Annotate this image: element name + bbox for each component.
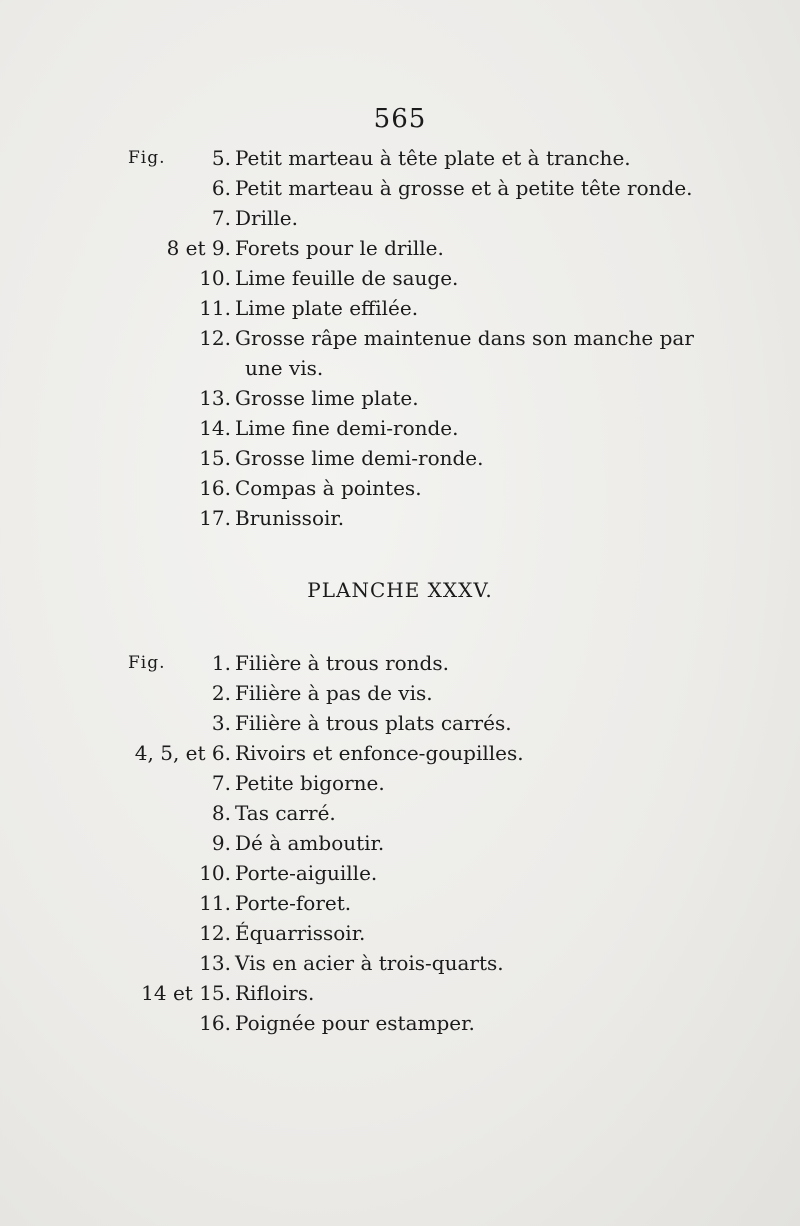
figure-number: 16.	[199, 1011, 231, 1035]
figure-number: 7.	[211, 771, 231, 795]
figure-number: 17.	[199, 506, 231, 530]
figure-number: 8 et 9.	[166, 236, 231, 260]
figure-entry	[0, 323, 800, 353]
figure-description: une vis.	[245, 356, 324, 380]
figure-entry	[0, 233, 800, 263]
figure-number: 4, 5, et 6.	[134, 741, 231, 765]
figure-entry	[0, 708, 800, 738]
figure-number: 14 et 15.	[141, 981, 231, 1005]
figure-number: 13.	[199, 386, 231, 410]
fig-label: Fig.	[128, 148, 166, 168]
figure-description: Grosse râpe maintenue dans son manche par	[235, 326, 694, 350]
figure-entry	[0, 473, 800, 503]
figure-description: Brunissoir.	[235, 506, 345, 530]
figure-description: Petite bigorne.	[235, 771, 385, 795]
figure-entry	[0, 263, 800, 293]
figure-entry	[0, 828, 800, 858]
figure-number: 1.	[211, 651, 231, 675]
figure-number: 9.	[211, 831, 231, 855]
figure-number: 8.	[211, 801, 231, 825]
figure-number: 14.	[199, 416, 231, 440]
figure-entry	[0, 978, 800, 1008]
figure-number: 12.	[199, 326, 231, 350]
figure-number: 10.	[199, 861, 231, 885]
figure-description: Équarrissoir.	[235, 921, 366, 945]
figure-entry	[0, 293, 800, 323]
figure-entry	[0, 353, 800, 383]
figure-number: 7.	[211, 206, 231, 230]
figure-description: Rivoirs et enfonce-goupilles.	[235, 741, 524, 765]
figure-description: Lime feuille de sauge.	[235, 266, 459, 290]
figure-entry	[0, 143, 800, 173]
figure-number: 3.	[211, 711, 231, 735]
figure-entry	[0, 768, 800, 798]
figure-description: Dé à amboutir.	[235, 831, 385, 855]
figure-entry	[0, 888, 800, 918]
figure-description: Poignée pour estamper.	[235, 1011, 475, 1035]
figure-description: Drille.	[235, 206, 298, 230]
figure-entry	[0, 738, 800, 768]
figure-entry	[0, 413, 800, 443]
figure-description: Rifloirs.	[235, 981, 315, 1005]
figure-entry	[0, 203, 800, 233]
figure-description: Filière à pas de vis.	[235, 681, 433, 705]
figure-description: Lime fine demi-ronde.	[235, 416, 459, 440]
page-number: 565	[373, 104, 427, 134]
figure-description: Vis en acier à trois-quarts.	[235, 951, 504, 975]
figure-description: Porte-aiguille.	[235, 861, 378, 885]
figure-description: Porte-foret.	[235, 891, 352, 915]
figure-number: 11.	[199, 891, 231, 915]
figure-number: 16.	[199, 476, 231, 500]
figure-description: Petit marteau à tête plate et à tranche.	[235, 146, 631, 170]
figure-number: 11.	[199, 296, 231, 320]
figure-entry	[0, 443, 800, 473]
figure-number: 2.	[211, 681, 231, 705]
section-title: PLANCHE XXXV.	[307, 578, 493, 602]
figure-description: Grosse lime demi-ronde.	[235, 446, 484, 470]
figure-entry	[0, 948, 800, 978]
fig-label: Fig.	[128, 653, 166, 673]
figure-number: 13.	[199, 951, 231, 975]
figure-description: Tas carré.	[235, 801, 336, 825]
figure-entry	[0, 383, 800, 413]
figure-number: 12.	[199, 921, 231, 945]
figure-description: Petit marteau à grosse et à petite tête ronde.	[235, 176, 693, 200]
figure-number: 5.	[211, 146, 231, 170]
figure-entry	[0, 678, 800, 708]
figure-entry	[0, 1008, 800, 1038]
figure-entry	[0, 503, 800, 533]
figure-description: Forets pour le drille.	[235, 236, 444, 260]
figure-entry	[0, 798, 800, 828]
figure-entry	[0, 858, 800, 888]
figure-description: Compas à pointes.	[235, 476, 422, 500]
figure-number: 10.	[199, 266, 231, 290]
figure-description: Filière à trous plats carrés.	[235, 711, 512, 735]
figure-description: Lime plate effilée.	[235, 296, 419, 320]
figure-entry	[0, 918, 800, 948]
figure-description: Filière à trous ronds.	[235, 651, 449, 675]
figure-number: 6.	[211, 176, 231, 200]
figure-number: 15.	[199, 446, 231, 470]
figure-description: Grosse lime plate.	[235, 386, 419, 410]
figure-entry	[0, 648, 800, 678]
figure-entry	[0, 173, 800, 203]
